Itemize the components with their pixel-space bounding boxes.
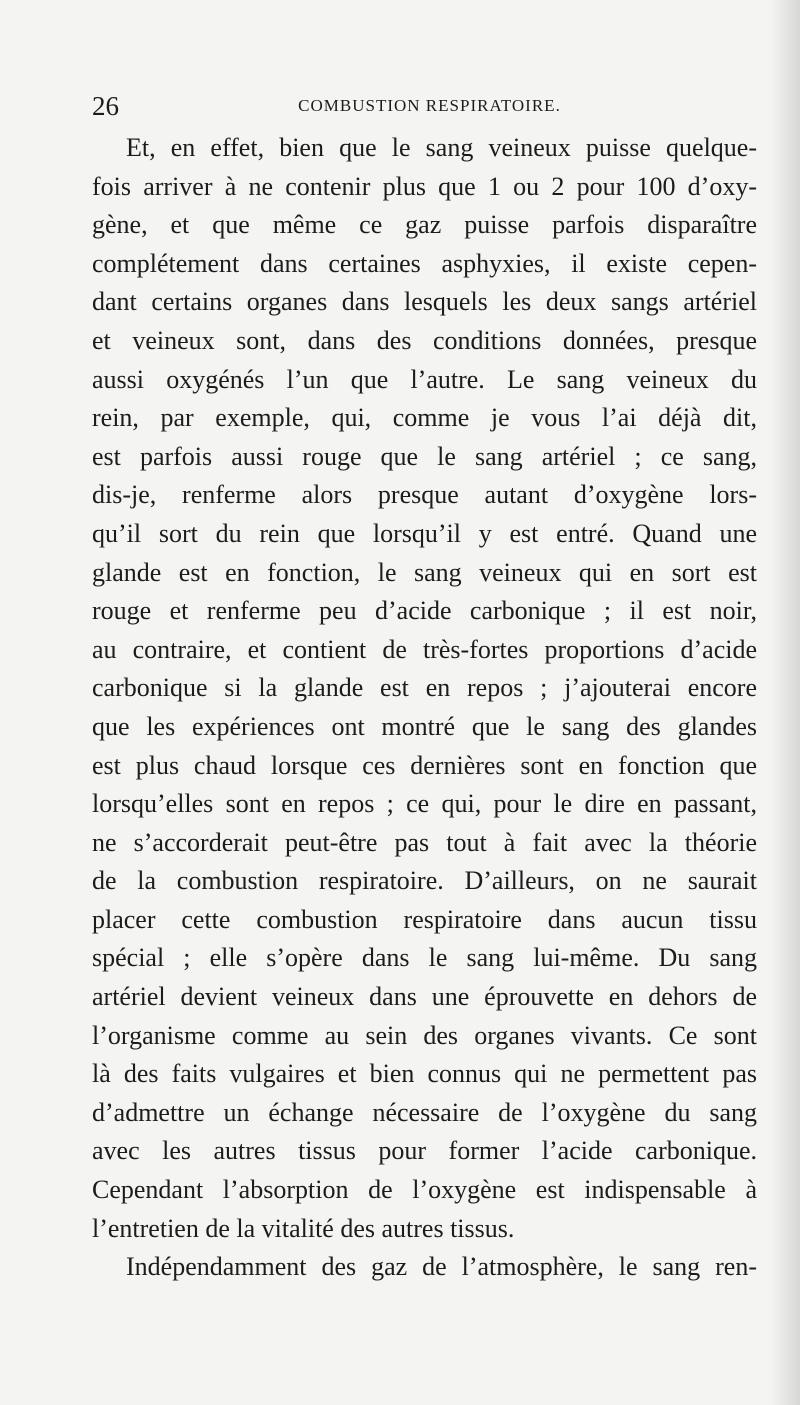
page-number: 26	[92, 91, 119, 121]
text-line: et veineux sont, dans des conditions données, presque	[92, 325, 757, 355]
text-line: avec les autres tissus pour former l’acide carbonique.	[92, 1136, 757, 1166]
text-line: complétement dans certaines asphyxies, il existe cepen-	[92, 248, 757, 278]
text-line: aussi oxygénés l’un que l’autre. Le sang veineux du	[92, 364, 757, 394]
body-text	[92, 129, 757, 1287]
text-line: Cependant l’absorption de l’oxygène est indispensable à	[92, 1175, 757, 1205]
text-line: Indépendamment des gaz de l’atmosphère, le sang ren-	[126, 1252, 757, 1282]
text-line: gène, et que même ce gaz puisse parfois disparaître	[92, 210, 757, 240]
text-line: placer cette combustion respiratoire dans aucun tissu	[92, 904, 757, 934]
text-line: là des faits vulgaires et bien connus qui ne permettent pas	[92, 1059, 757, 1089]
text-line: que les expériences ont montré que le sang des glandes	[92, 711, 757, 741]
text-line: l’entretien de la vitalité des autres tissus.	[92, 1213, 515, 1243]
text-line: lorsqu’elles sont en repos ; ce qui, pour le dire en passant,	[92, 789, 757, 819]
text-line: rein, par exemple, qui, comme je vous l’ai déjà dit,	[92, 403, 757, 433]
text-line: de la combustion respiratoire. D’ailleurs, on ne saurait	[92, 866, 757, 896]
text-line: au contraire, et contient de très-fortes proportions d’acide	[92, 634, 757, 664]
text-line: artériel devient veineux dans une éprouvette en dehors de	[92, 982, 757, 1012]
text-line: l’organisme comme au sein des organes vivants. Ce sont	[92, 1020, 757, 1050]
text-line: Et, en effet, bien que le sang veineux puisse quelque-	[126, 133, 757, 162]
text-line: ne s’accorderait peut-être pas tout à fait avec la théorie	[92, 827, 757, 857]
page-header	[92, 88, 757, 124]
text-line: dant certains organes dans lesquels les deux sangs artériel	[92, 287, 757, 317]
running-title: COMBUSTION RESPIRATOIRE.	[298, 96, 561, 115]
text-line: est parfois aussi rouge que le sang artériel ; ce sang,	[92, 441, 757, 471]
text-line: carbonique si la glande est en repos ; j’ajouterai encore	[92, 673, 757, 703]
text-line: dis-je, renferme alors presque autant d’oxygène lors-	[92, 480, 757, 510]
text-line: spécial ; elle s’opère dans le sang lui-même. Du sang	[92, 943, 757, 973]
text-line: fois arriver à ne contenir plus que 1 ou 2 pour 100 d’oxy-	[92, 171, 757, 201]
text-line: est plus chaud lorsque ces dernières sont en fonction que	[92, 750, 757, 780]
text-line: rouge et renferme peu d’acide carbonique ; il est noir,	[92, 596, 757, 626]
text-line: d’admettre un échange nécessaire de l’oxygène du sang	[92, 1097, 757, 1127]
text-line: qu’il sort du rein que lorsqu’il y est entré. Quand une	[92, 518, 757, 548]
text-line: glande est en fonction, le sang veineux qui en sort est	[92, 557, 757, 587]
